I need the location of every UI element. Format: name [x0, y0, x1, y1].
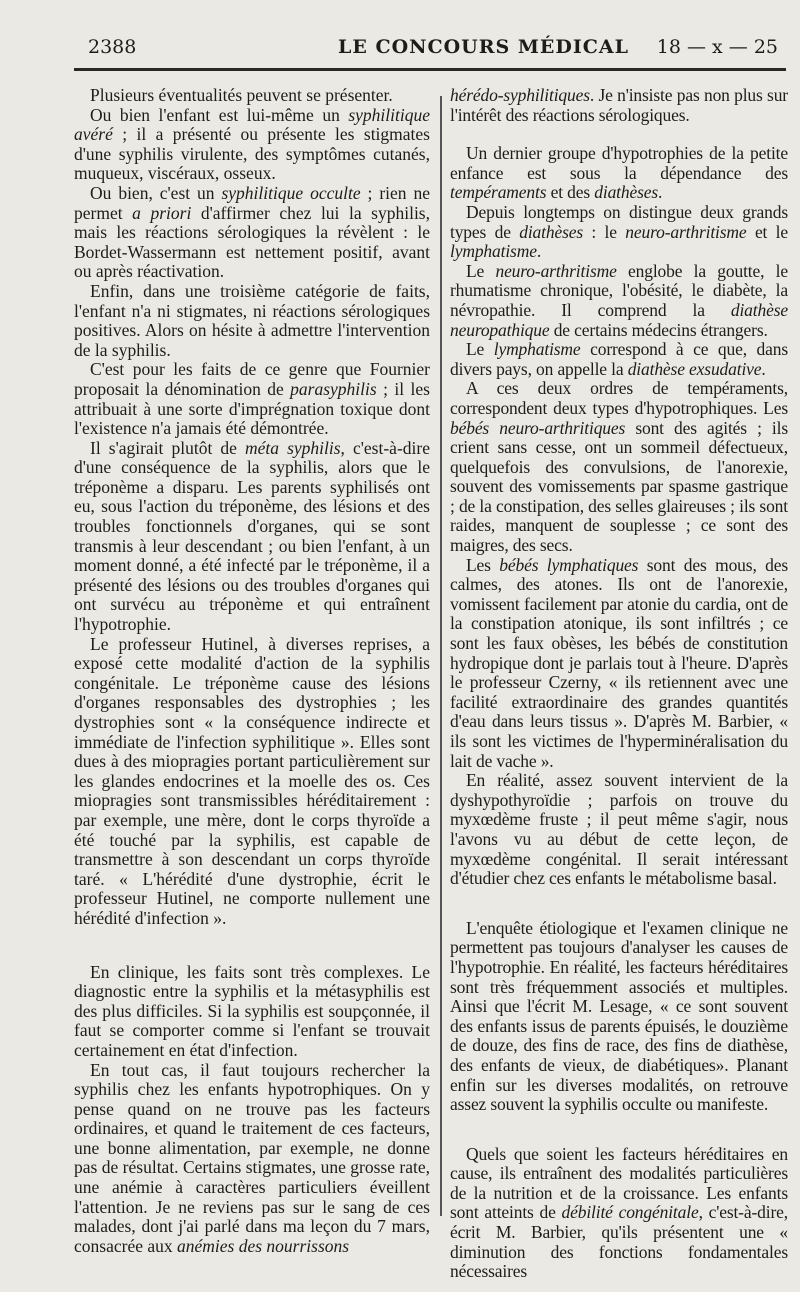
paragraph: Le neuro-arthritisme englobe la goutte, le rhumatisme chronique, l'obésité, le diabète, la névropathie. Il comprend la diathèse neuropathique de certains médecins étrangers.: [450, 260, 788, 340]
page-header: [88, 32, 788, 66]
page-number: 2388: [88, 36, 137, 58]
paragraph: En clinique, les faits sont très complexes. Le diagnostic entre la syphilis et la métasyphilis est des plus difficiles. Si la syphilis est soupçonnée, il faut se comporter comme si l'enfant se trouvait certainement en état d'infection.: [74, 961, 430, 1060]
header-rule: [74, 68, 786, 71]
paragraph: Un dernier groupe d'hypotrophies de la petite enfance est sous la dépendance des tempéraments et des diathèses.: [450, 143, 788, 203]
paragraph: Ou bien l'enfant est lui-même un syphilitique avéré ; il a présenté ou présente les stigmates d'une syphilis virulente, des symptômes cutanés, muqueux, viscéraux, osseux.: [74, 104, 430, 184]
paragraph: C'est pour les faits de ce genre que Fournier proposait la dénomination de parasyphilis ; il les attribuait à une sorte d'imprégnation toxique dont l'existence n'a jamais été démontrée.: [74, 359, 430, 439]
journal-title: LE CONCOURS MÉDICAL: [338, 36, 629, 58]
paragraph: Quels que soient les facteurs héréditaires en cause, ils entraînent des modalités particulières de la nutrition et de la croissance. Les enfants sont atteints de débilité congénitale, c'est-à-dire, écrit M. Barbier, qu'ils présentent une « diminution des fonctions fondamentales nécessaires: [450, 1143, 788, 1282]
paragraph: Le professeur Hutinel, à diverses reprises, a exposé cette modalité d'action de la syphilis congénitale. Le tréponème cause des lésions d'organes responsables des dystrophies ; les dystrophies sont « la conséquence indirecte et immédiate de l'infection syphilitique ». Elles sont dues à des miopragies portant particulièrement sur les glandes endocrines et la moelle des os. Ces miopragies sont transmissibles héréditairement : par exemple, une mère, dont le corps thyroïde a été touché par la syphilis, est capable de transmettre à son descendant un corps thyroïde taré. « L'hérédité d'une dystrophie, écrit le professeur Hutinel, ne comporte nullement une hérédité d'infection ».: [74, 633, 430, 928]
paragraph: Ou bien, c'est un syphilitique occulte ; rien ne permet a priori d'affirmer chez lui la syphilis, mais les réactions sérologiques la révèlent : le Bordet-Wassermann est nettement positif, avant ou après réactivation.: [74, 182, 430, 282]
paragraph: Plusieurs éventualités peuvent se présenter.: [90, 85, 393, 105]
paragraph: En tout cas, il faut toujours rechercher la syphilis chez les enfants hypotrophiques. On y pense quand on ne trouve pas les facteurs ordinaires, et quand le traitement de ces facteurs, une bonne alimentation, par exemple, ne donne pas de résultat. Certains stigmates, une grosse rate, une anémie à caractères particuliers éveillent l'attention. Je ne reviens pas sur le sang de ces malades, dont j'ai parlé dans ma leçon du 7 mars, consacrée aux anémies des nourrissons: [74, 1059, 430, 1256]
paragraph: En réalité, assez souvent intervient de la dyshypothyroïdie ; parfois on trouve du myxœdème fruste ; il peut même s'agir, nous l'avons vu au début de cette leçon, de myxœdème congénital. Il serait intéressant d'étudier chez ces enfants le métabolisme basal.: [450, 770, 788, 889]
right-column: [450, 86, 788, 1282]
column-divider: [440, 96, 442, 1216]
paragraph: Depuis longtemps on distingue deux grands types de diathèses : le neuro-arthritisme et le lymphatisme.: [450, 201, 789, 262]
left-column: [74, 86, 430, 1256]
issue-date: 18 — x — 25: [656, 36, 778, 58]
paragraph: A ces deux ordres de tempéraments, correspondent deux types d'hypotrophiques. Les bébés neuro-arthritiques sont des agités ; ils crient sans cesse, ont un sommeil défectueux, quelquefois des convulsions, de l'anorexie, souvent des vomissements par spasme gastrique ; de la constipation, des selles glaireuses ; ils sont raides, manquent de souplesse ; ce sont des maigres, des secs.: [450, 378, 788, 556]
paragraph: L'enquête étiologique et l'examen clinique ne permettent pas toujours d'analyser les causes de l'hypotrophie. En réalité, les facteurs héréditaires sont très fréquemment associés et multiples. Ainsi que l'écrit M. Lesage, « ce sont souvent des enfants issus de parents épuisés, le douzième de douze, des fins de race, des fins de diathèse, des enfants de vieux, de diabétiques». Planant enfin sur les diverses modalités, on retrouve assez souvent la syphilis occulte ou manifeste.: [450, 917, 788, 1115]
paragraph: Le lymphatisme correspond à ce que, dans divers pays, on appelle la diathèse exsudative.: [450, 339, 788, 379]
paragraph: Il s'agirait plutôt de méta syphilis, c'est-à-dire d'une conséquence de la syphilis, alors que le tréponème a disparu. Les parents syphilisés ont eu, sous l'action du tréponème, des lésions et des troubles fonctionnels d'organes, qui se sont transmis à leur descendant ; ou bien l'enfant, à un moment donné, a été infecté par le tréponème, il a présenté des lésions ou des troubles d'organes qui ont survécu au tréponème et qui entraînent l'hypotrophie.: [74, 437, 430, 635]
paragraph: hérédo-syphilitiques. Je n'insiste pas non plus sur l'intérêt des réactions sérologiques.: [450, 85, 788, 125]
paragraph: Enfin, dans une troisième catégorie de faits, l'enfant n'a ni stigmates, ni réactions sérologiques positives. Alors on hésite à admettre l'intervention de la syphilis.: [74, 280, 430, 360]
paragraph: Les bébés lymphatiques sont des mous, des calmes, des atones. Ils ont de l'anorexie, vomissent facilement par atonie du cardia, ont de la constipation atonique, ils sont infiltrés ; ce sont les faux obèses, les bébés de constitution hydropique dont je parlais tout à l'heure. D'après le professeur Czerny, « ils retiennent avec une facilité extraordinaire des grandes quantités d'eau dans leurs tissus ». D'après M. Barbier, « ils sont les victimes de l'hyperminéralisation du lait de vache ».: [450, 554, 788, 771]
